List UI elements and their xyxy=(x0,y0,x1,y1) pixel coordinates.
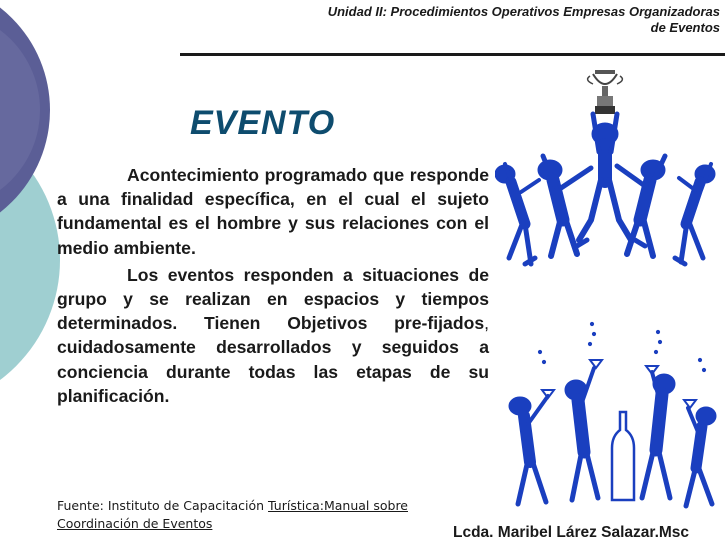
header-line-1: Unidad II: Procedimientos Operativos Empresas Organizadoras xyxy=(327,4,720,19)
source-prefix: Fuente: Instituto de Capacitación xyxy=(57,498,269,513)
header-line-2: de Eventos xyxy=(650,20,720,35)
toasting-people-illustration xyxy=(500,320,725,520)
bottle-icon xyxy=(612,412,634,500)
source-citation xyxy=(57,497,487,533)
paragraph-definition: Acontecimiento programado que responde a una finalidad específica, en el cual el sujeto fundamental es el hombre y sus relaciones con el medio ambiente. xyxy=(57,165,489,258)
paragraph-events-comma: , xyxy=(484,313,489,334)
paragraph-events-a: Los eventos responden a situaciones de grupo y se realizan en espacios y tiempos determinados. Tienen Objetivos pre-fijados xyxy=(57,264,489,334)
body-text xyxy=(57,163,489,408)
author-name: Lcda. Maribel Lárez Salazar.Msc xyxy=(453,524,690,541)
paragraph-events xyxy=(57,263,489,408)
source-link[interactable]: Turística:Manual sobre Coordinación de Eventos xyxy=(57,498,408,531)
trophy-icon xyxy=(588,70,623,114)
paragraph-events-b: cuidadosamente desarrollados y seguidos a conciencia durante todas las etapas de su planificación. xyxy=(57,337,489,406)
party-figures xyxy=(509,322,716,506)
page-title: EVENTO xyxy=(190,104,336,142)
people-figures xyxy=(495,114,715,264)
header xyxy=(190,4,720,36)
header-rule xyxy=(180,53,725,56)
celebration-trophy-illustration xyxy=(495,62,725,302)
